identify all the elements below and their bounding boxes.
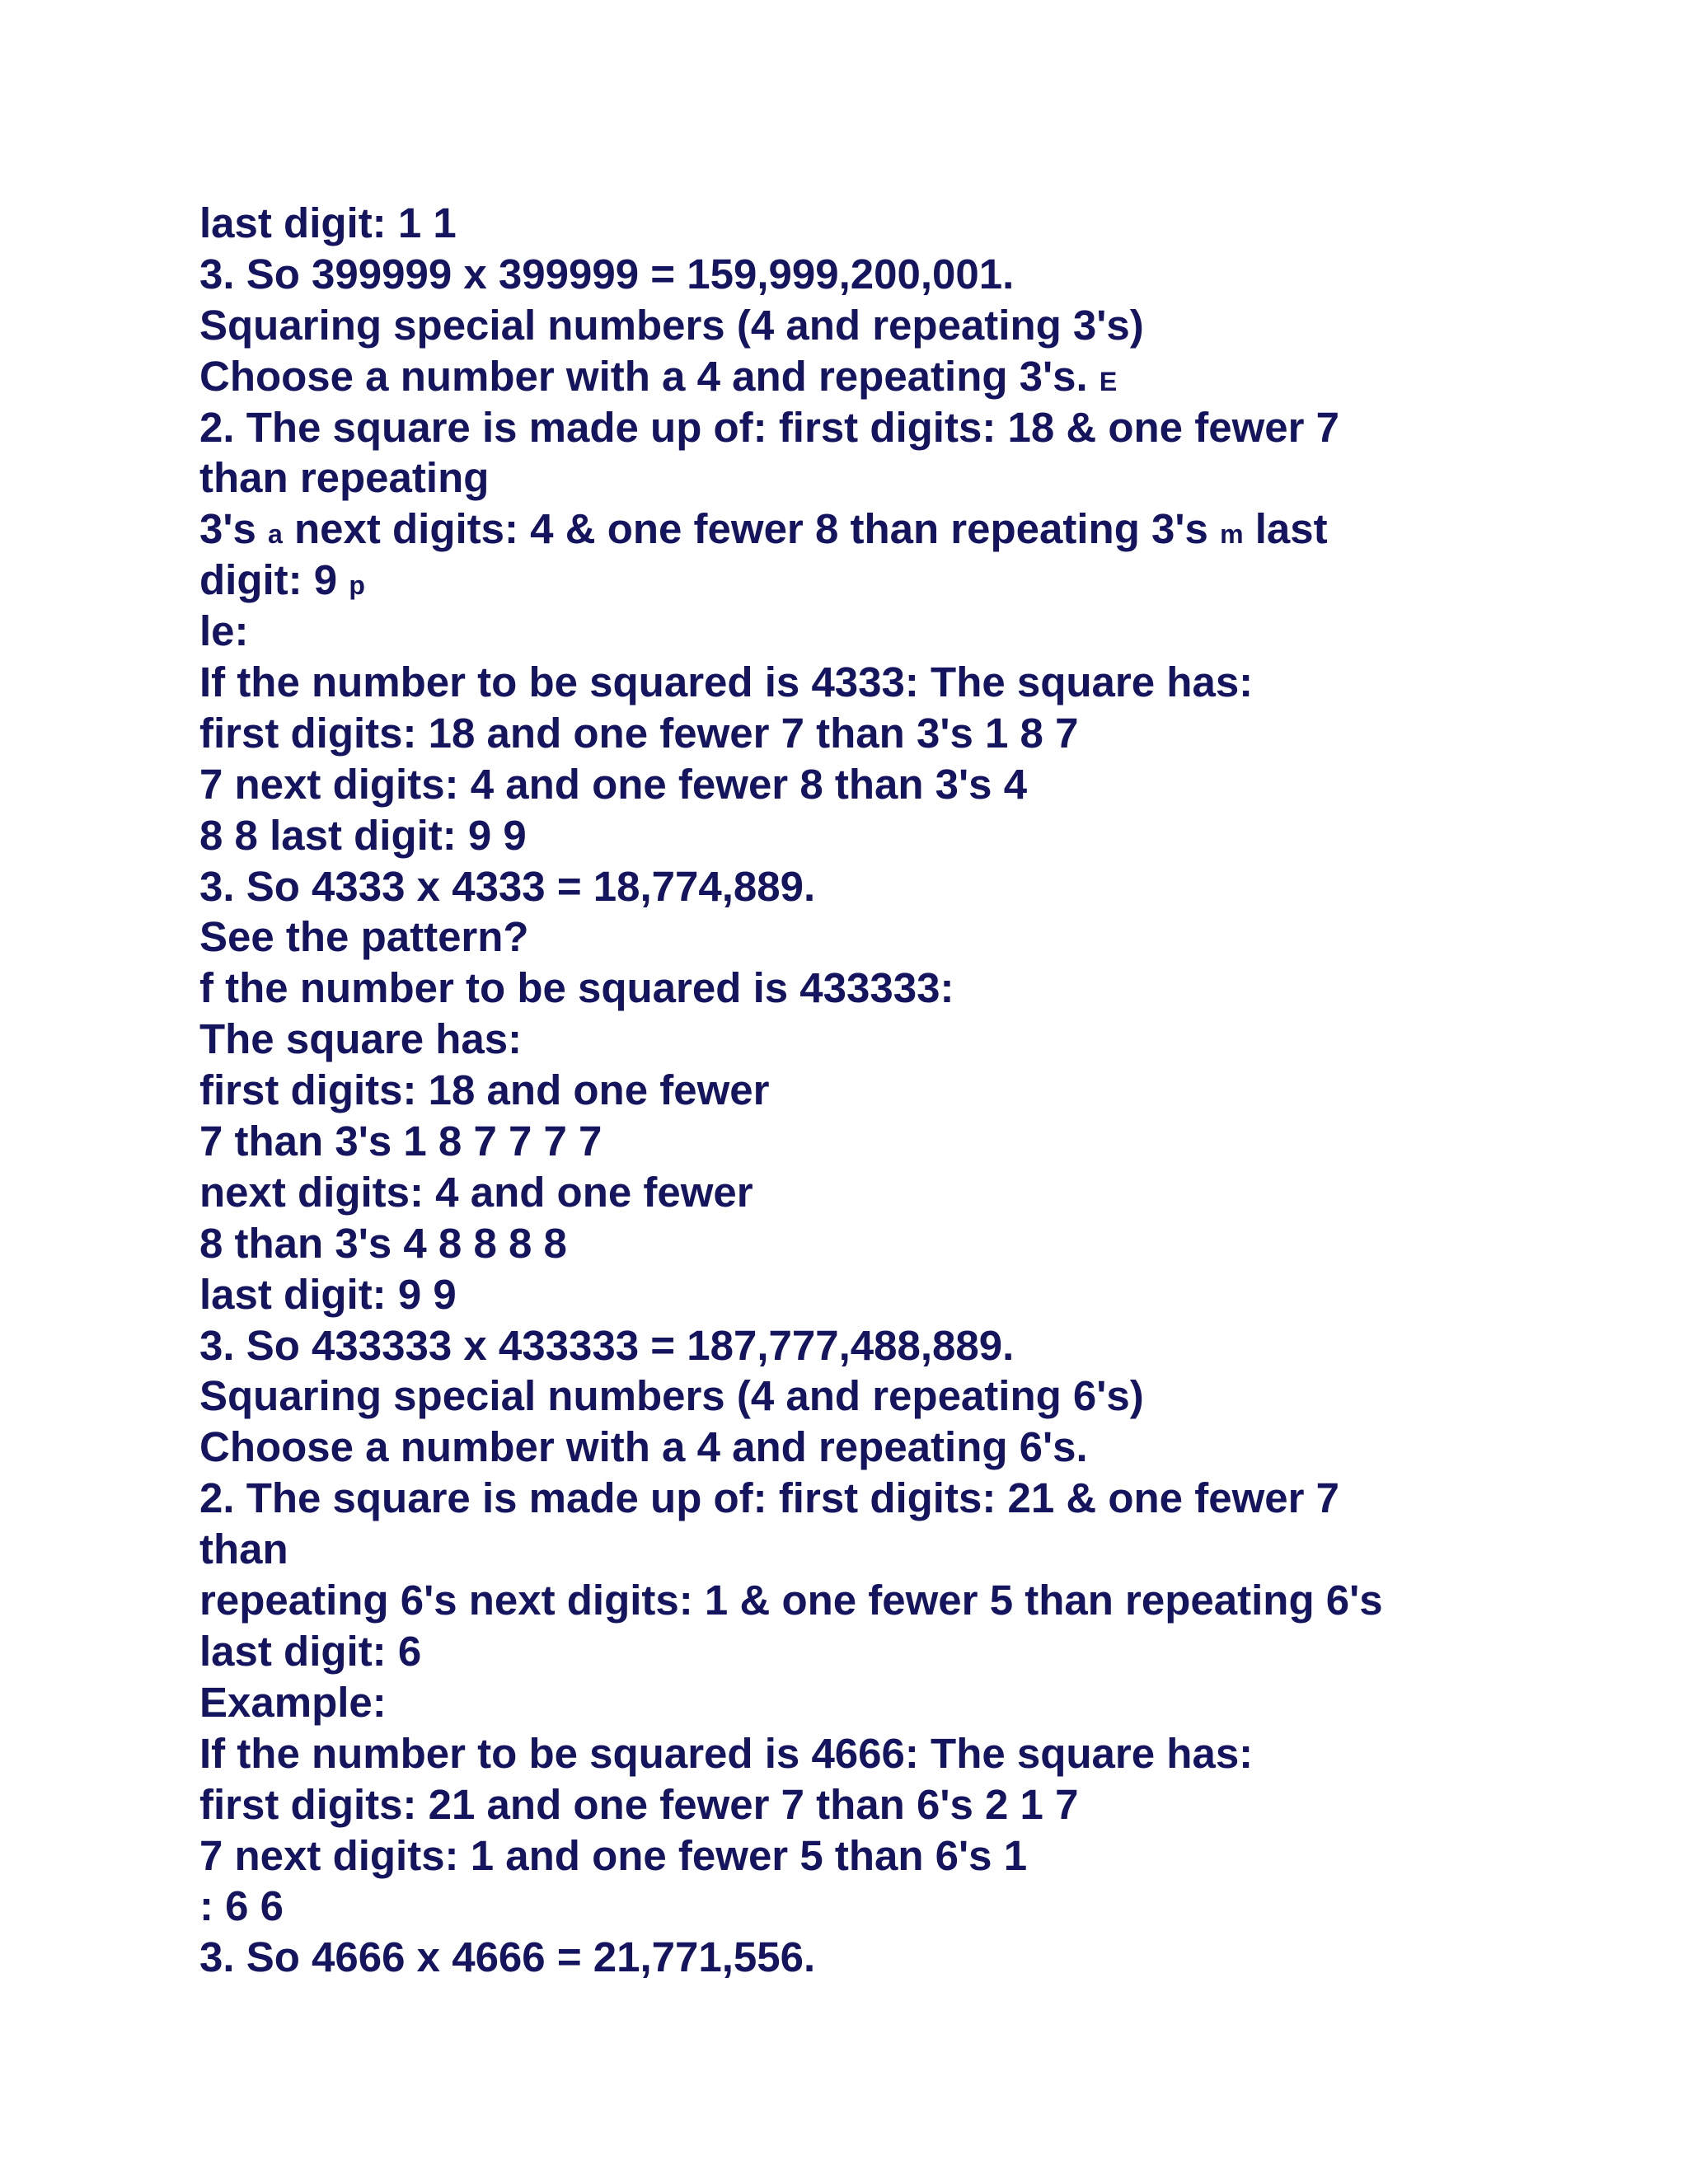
text-line: If the number to be squared is 4333: The square has: [199,658,1254,706]
text-line: le: [199,607,249,655]
text-line: If the number to be squared is 4666: The square has: [199,1729,1254,1777]
text-line: first digits: 21 and one fewer 7 than 6's 2 1 7 [199,1780,1079,1828]
small-letter: p [349,570,365,601]
text-line: next digits: 4 and one fewer [199,1168,753,1216]
text-content [199,198,1601,1983]
text-line: last digit: 9 9 [199,1270,457,1318]
text-line: 3. So 4333 x 4333 = 18,774,889. [199,862,816,910]
text-line: last digit: 1 1 [199,199,457,246]
text-line [199,351,1601,402]
text-span: Choose a number with a 4 and repeating 3's. [199,352,1088,400]
text-span: last [1254,505,1328,553]
section-heading: Squaring special numbers (4 and repeating 6's) [199,1372,1144,1420]
text-line: 2. The square is made up of: first digits: 18 & one fewer 7 [199,403,1339,451]
text-line: 7 next digits: 1 and one fewer 5 than 6's 1 [199,1831,1028,1879]
text-line: 3. So 399999 x 399999 = 159,999,200,001. [199,250,1015,298]
text-line: first digits: 18 and one fewer 7 than 3's 1 8 7 [199,709,1079,757]
text-span: 3's [199,505,256,553]
small-letter: E [1099,366,1118,396]
text-line: f the number to be squared is 433333: [199,964,954,1012]
text-span: next digits: 4 & one fewer 8 than repeating 3's [294,505,1208,553]
text-line: than [199,1526,288,1573]
section-heading: Squaring special numbers (4 and repeating 3's) [199,301,1144,349]
text-line [199,504,1601,555]
text-line: than repeating [199,454,490,502]
text-line: last digit: 6 [199,1627,422,1675]
text-line: 8 than 3's 4 8 8 8 8 [199,1219,567,1267]
text-line: 7 next digits: 4 and one fewer 8 than 3's 4 [199,760,1028,808]
text-line: 3. So 433333 x 433333 = 187,777,488,889. [199,1321,1015,1369]
text-line: Choose a number with a 4 and repeating 6's. [199,1423,1088,1471]
text-line: Example: [199,1678,387,1726]
text-line: 7 than 3's 1 8 7 7 7 7 [199,1118,603,1165]
text-line: The square has: [199,1015,523,1063]
small-letter: m [1220,519,1244,550]
text-line: 3. So 4666 x 4666 = 21,771,556. [199,1933,816,1981]
text-line: 8 8 last digit: 9 9 [199,811,527,859]
text-line: first digits: 18 and one fewer [199,1066,770,1114]
text-line: 2. The square is made up of: first digits: 21 & one fewer 7 [199,1474,1339,1522]
text-line: : 6 6 [199,1882,284,1930]
text-span: digit: 9 [199,556,338,604]
text-line: See the pattern? [199,913,529,961]
small-letter: a [268,519,283,550]
text-line: repeating 6's next digits: 1 & one fewer 5 than repeating 6's [199,1577,1383,1624]
text-line [199,555,1601,606]
